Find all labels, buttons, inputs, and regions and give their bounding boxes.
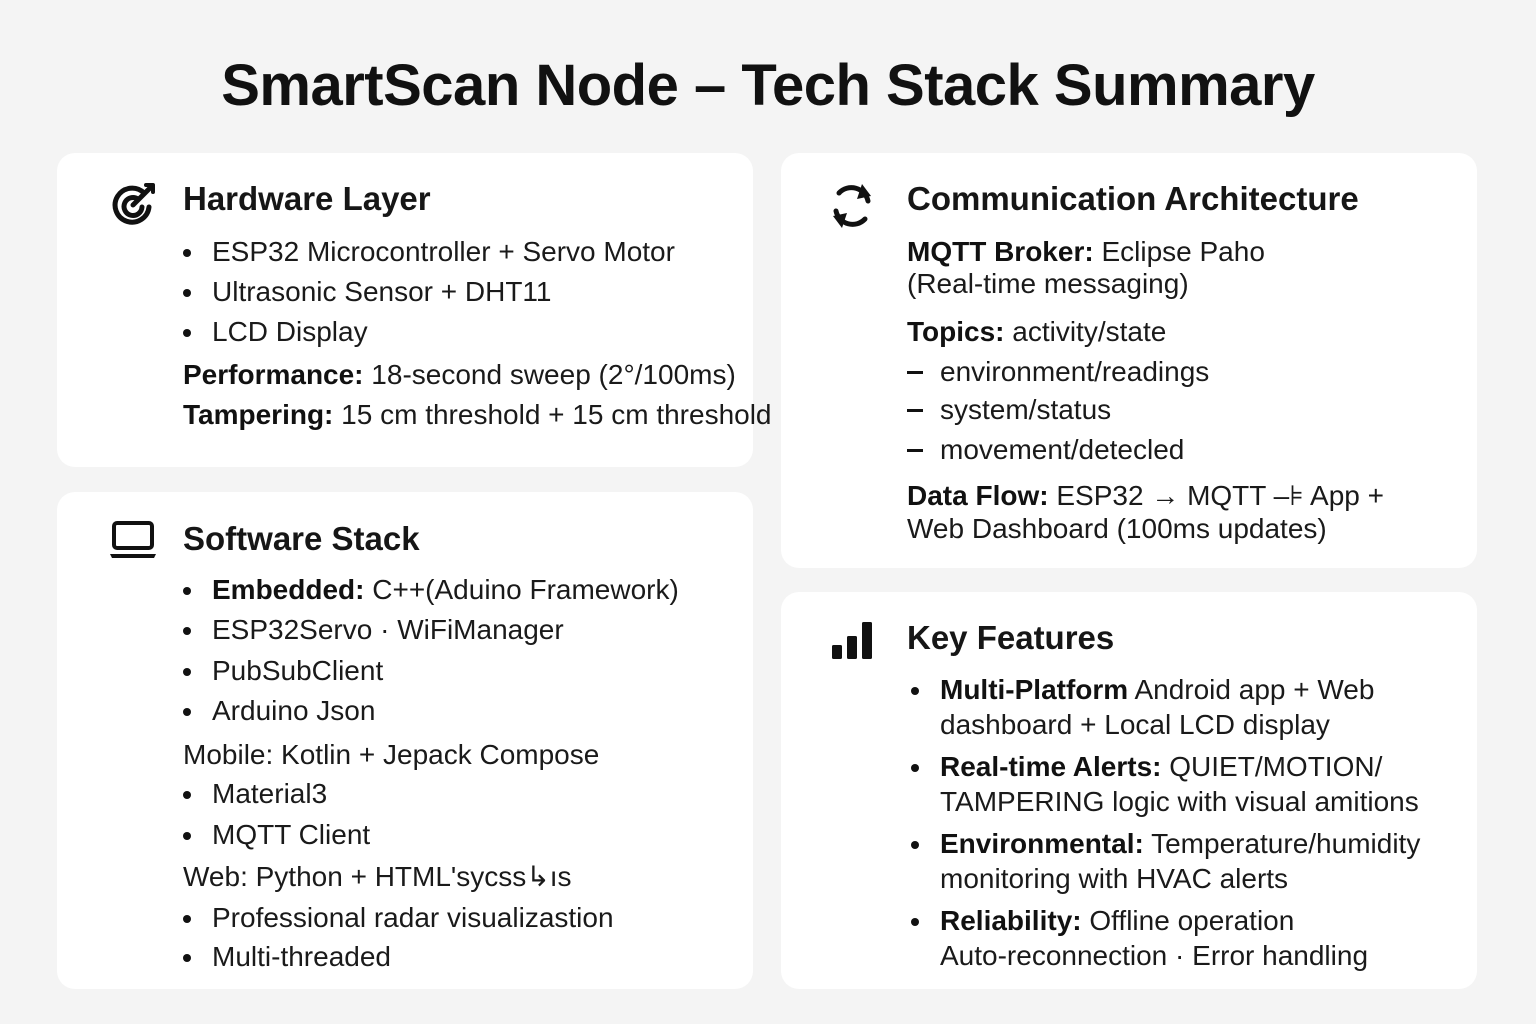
page-title: SmartScan Node – Tech Stack Summary: [221, 53, 1315, 118]
hardware-item: LCD Display: [183, 315, 368, 349]
feature-item: [911, 904, 1294, 938]
performance-label: Performance:: [183, 359, 364, 390]
software-item: Multi-threaded: [183, 940, 391, 974]
dataflow-line: [907, 479, 1384, 513]
feature-item: [911, 750, 1382, 784]
features-card: [781, 592, 1477, 989]
embedded-label: Embedded:: [212, 574, 365, 605]
software-card: [57, 492, 753, 989]
broker-label: MQTT Broker:: [907, 236, 1094, 267]
communication-card: [781, 153, 1477, 568]
dataflow-label: Data Flow:: [907, 480, 1049, 511]
feature-label: Real-time Alerts:: [940, 751, 1162, 782]
refresh-icon: [827, 181, 877, 231]
broker-note: (Real-time messaging): [907, 268, 1189, 299]
topics-label: Topics:: [907, 316, 1005, 347]
hardware-heading: Hardware Layer: [183, 180, 431, 217]
software-item: ESP32Servo · WiFiManager: [183, 613, 564, 647]
software-item: Arduino Json: [183, 694, 375, 728]
features-heading: Key Features: [907, 619, 1115, 656]
hardware-card: [57, 153, 772, 467]
feature-label: Reliability:: [940, 905, 1082, 936]
topics-line: [907, 315, 1166, 349]
broker-value: Eclipse Paho: [1101, 236, 1265, 267]
performance-value: 18-second sweep (2°/100ms): [371, 359, 736, 390]
bar-chart-icon: [829, 616, 879, 666]
tampering-value: 15 cm threshold + 15 cm threshold: [341, 399, 772, 430]
web-line: Web: Python + HTML'sycss↳ıs: [183, 861, 572, 892]
topic-item: system/status: [907, 393, 1111, 427]
feature-text: Offline operation: [1089, 905, 1295, 936]
hardware-item: Ultrasonic Sensor + DHT11: [183, 275, 552, 309]
hardware-item: ESP32 Microcontroller + Servo Motor: [183, 235, 675, 269]
mobile-line: Mobile: Kotlin + Jepack Compose: [183, 739, 600, 770]
tampering-line: [183, 398, 772, 432]
topics-value: activity/state: [1012, 316, 1167, 347]
feature-text-2: Auto-reconnection · Error handling: [940, 940, 1369, 971]
feature-text-2: TAMPERING logic with visual amitions: [940, 786, 1419, 817]
feature-label: Environmental:: [940, 828, 1144, 859]
feature-text-2: monitoring with HVAC alerts: [940, 863, 1289, 894]
target-icon: [108, 180, 158, 230]
software-heading: Software Stack: [183, 520, 420, 557]
performance-line: [183, 358, 736, 392]
software-item: MQTT Client: [183, 818, 370, 852]
communication-heading: Communication Architecture: [907, 180, 1359, 217]
topic-item: environment/readings: [907, 355, 1209, 389]
feature-item: [911, 827, 1420, 861]
tampering-label: Tampering:: [183, 399, 334, 430]
software-item: Material3: [183, 777, 327, 811]
feature-text: Temperature/humidity: [1151, 828, 1421, 859]
laptop-icon: [108, 514, 158, 564]
feature-label: Multi-Platform: [940, 674, 1129, 705]
feature-text-2: dashboard + Local LCD display: [940, 709, 1330, 740]
software-item: Professional radar visualizastion: [183, 901, 614, 935]
feature-item: [911, 673, 1374, 707]
embedded-line: [183, 573, 679, 607]
feature-text: Android app + Web: [1134, 674, 1375, 705]
dataflow-value: ESP32 → MQTT –⊧ App +: [1056, 480, 1384, 511]
feature-text: QUIET/MOTION/: [1169, 751, 1383, 782]
dataflow-line-2: Web Dashboard (100ms updates): [907, 513, 1327, 544]
broker-line: [907, 235, 1265, 269]
software-item: PubSubClient: [183, 654, 383, 688]
topic-item: movement/detecled: [907, 433, 1184, 467]
embedded-value: C++(Aduino Framework): [372, 574, 679, 605]
